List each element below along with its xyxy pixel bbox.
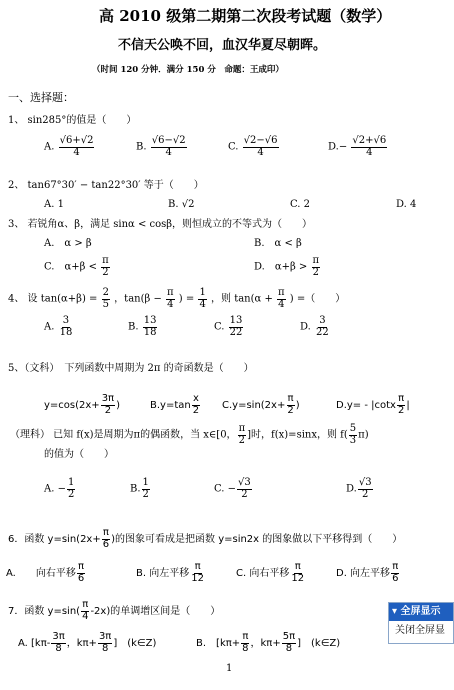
question-2-option-d: D. 4	[396, 199, 417, 210]
question-5-option-c: C.y=sin(2x+ $\frac{\pi}{2}$ )	[222, 393, 300, 416]
question-5-science-stem-cont: 的值为（ ）	[44, 449, 114, 460]
question-3-stem: 3、 若锐角α、β，满足 sinα < cosβ，则恒成立的不等式为（ ）	[8, 219, 313, 230]
close-fullscreen-menu-item[interactable]: 关闭全屏显	[395, 625, 445, 636]
question-1-stem: 1、 sin285°的值是（ ）	[8, 115, 137, 126]
question-2-stem: 2、 tan67°30′ − tan22°30′ 等于（ ）	[8, 180, 204, 191]
question-7-option-b: B. [kπ+ $\frac{\pi}{8}$ ，kπ+ $\frac{5\pi}{8}$ ] (k∈Z)	[196, 631, 341, 654]
question-5-option-a: y=cos(2x+ $\frac{3\pi}{2}$ )	[44, 393, 120, 416]
page-number: 1	[226, 663, 233, 674]
fullscreen-popup	[388, 602, 454, 644]
question-1-option-b: B. $\frac{√6-√2}{4}$	[136, 135, 186, 158]
question-5-option-b: B.y=tan $\frac{x}{2}$	[150, 393, 200, 416]
question-1-option-c: C. $\frac{√2-√6}{4}$	[228, 135, 278, 158]
question-2-option-c: C. 2	[290, 199, 311, 210]
question-6-option-a: A. 向右平移 $\frac{\pi}{6}$	[6, 561, 85, 584]
question-1-option-a: A. $\frac{√6+√2}{4}$	[44, 135, 94, 158]
question-5-stem: 5、（文科） 下列函数中周期为 2π 的奇函数是（ ）	[8, 363, 254, 374]
question-7-stem: 7．函数 y=sin( $\frac{\pi}{4}$ -2x)的单调增区间是（ ）	[8, 599, 221, 622]
question-4-option-c: C. $\frac{13}{22}$	[214, 315, 243, 338]
exam-motto: 不信天公唤不回，血汉华夏尽朝晖。	[118, 38, 327, 53]
exam-meta: （时间 120 分钟．满分 150 分 命题：王成印）	[92, 65, 284, 75]
question-6-stem: 6．函数 y=sin(2x+ $\frac{\pi}{6}$ )的图象可看成是把函数 y=sin2x 的图象做以下平移得到（ ）	[8, 527, 403, 550]
question-6-option-b: B. 向左平移 $\frac{\pi}{12}$	[136, 561, 204, 584]
question-2-option-a: A. 1	[44, 199, 64, 210]
question-1-option-d: D.− $\frac{√2+√6}{4}$	[328, 135, 387, 158]
question-5-science-option-c: C. − $\frac{√3}{2}$	[214, 477, 251, 500]
question-5-science-stem: （理科） 已知 f(x)是周期为π的偶函数，当 x∈[0， $\frac{\pi}{2}$ ]时，f(x)=sinx，则 f( $\frac{5}{3}$ π)	[10, 423, 369, 446]
question-3-option-b: B. α < β	[254, 238, 302, 249]
question-4-stem: 4、 设 tan(α+β) = $\frac{2}{5}$ ，tan(β − $\frac{\pi}{4}$ ) = $\frac{1}{4}$ ，则 tan(α + $\frac{\pi}{4}$ ) =（ ）	[8, 287, 346, 310]
question-4-option-a: A. $\frac{3}{18}$	[44, 315, 73, 338]
question-3-option-d: D. α+β > $\frac{\pi}{2}$	[254, 255, 320, 278]
question-2-option-b: B. √2	[168, 199, 195, 210]
question-5-option-d: D.y= - |cotx $\frac{\pi}{2}$ |	[336, 393, 410, 416]
section-heading: 一、选择题：	[8, 91, 74, 104]
question-6-option-d: D. 向左平移 $\frac{\pi}{6}$	[336, 561, 399, 584]
exam-title: 高 2010 级第二期第二次段考试题（数学）	[99, 7, 392, 25]
fullscreen-toggle-button[interactable]: ▾ 全屏显示	[389, 603, 453, 621]
question-3-option-a: A. α > β	[44, 238, 92, 249]
question-7-option-a: A. [kπ- $\frac{3\pi}{8}$ ，kπ+ $\frac{3\pi}{8}$ ] (k∈Z)	[18, 631, 157, 654]
question-5-science-option-b: B. $\frac{1}{2}$	[130, 477, 149, 500]
question-5-science-option-d: D. $\frac{√3}{2}$	[346, 477, 372, 500]
question-5-science-option-a: A. − $\frac{1}{2}$	[44, 477, 75, 500]
question-4-option-b: B. $\frac{13}{18}$	[128, 315, 157, 338]
question-6-option-c: C. 向右平移 $\frac{\pi}{12}$	[236, 561, 305, 584]
question-4-option-d: D. $\frac{3}{22}$	[300, 315, 329, 338]
question-3-option-c: C. α+β < $\frac{\pi}{2}$	[44, 255, 109, 278]
